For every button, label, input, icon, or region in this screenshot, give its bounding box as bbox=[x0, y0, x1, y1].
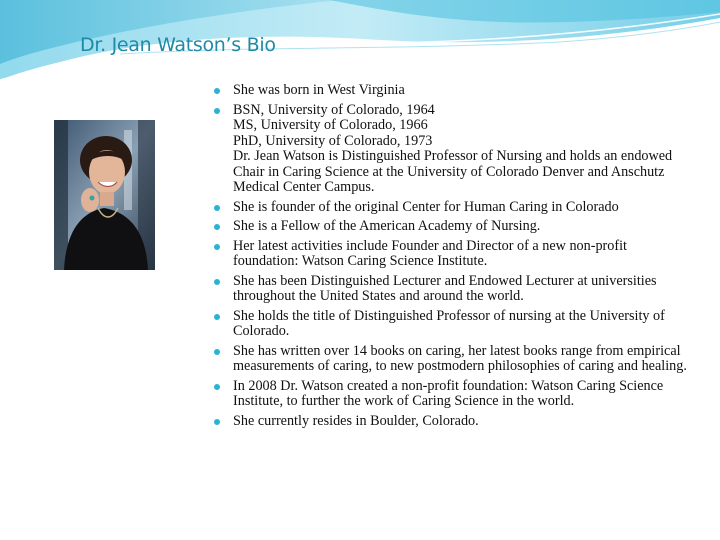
portrait-photo bbox=[54, 120, 155, 270]
bio-bullet-list bbox=[213, 83, 688, 433]
bullet-dot-icon bbox=[214, 224, 220, 230]
bullet-dot-icon bbox=[214, 205, 220, 211]
bullet-item bbox=[213, 83, 688, 99]
bullet-text: Her latest activities include Founder and Director of a new non-profit foundation: Watson Caring Science Institute. bbox=[233, 237, 627, 269]
bullet-text: She currently resides in Boulder, Colorado. bbox=[233, 412, 479, 429]
bullet-dot-icon bbox=[214, 314, 220, 320]
bullet-text: She has written over 14 books on caring, her latest books range from empirical measurements of caring, to new postmodern philosophies of caring and healing. bbox=[233, 342, 687, 374]
bullet-item bbox=[213, 274, 688, 305]
bullet-item bbox=[213, 103, 688, 196]
bullet-item bbox=[213, 344, 688, 375]
bullet-dot-icon bbox=[214, 88, 220, 94]
bullet-text: She is a Fellow of the American Academy of Nursing. bbox=[233, 218, 541, 234]
bullet-dot-icon bbox=[214, 419, 220, 425]
bullet-dot-icon bbox=[214, 279, 220, 285]
bullet-text: She has been Distinguished Lecturer and Endowed Lecturer at universities throughout the United States and around the world. bbox=[233, 272, 657, 304]
bullet-item bbox=[213, 379, 688, 410]
bullet-item bbox=[213, 414, 688, 430]
slide-title: Dr. Jean Watson’s Bio bbox=[80, 34, 276, 56]
bullet-dot-icon bbox=[214, 244, 220, 250]
bullet-text: Dr. Jean Watson is Distinguished Professor of Nursing and holds an endowed Chair in Caring Science at the University of Colorado Denver and Anschutz Medical Center Campus. bbox=[233, 148, 673, 195]
bullet-dot-icon bbox=[214, 108, 220, 114]
bullet-dot-icon bbox=[214, 349, 220, 355]
bullet-item bbox=[213, 200, 688, 216]
bullet-item bbox=[213, 219, 688, 235]
bullet-text: She holds the title of Distinguished Professor of nursing at the University of Colorado. bbox=[233, 307, 665, 339]
bullet-text: She is founder of the original Center for Human Caring in Colorado bbox=[233, 198, 619, 215]
bullet-text: MS, University of Colorado, 1966 bbox=[233, 117, 428, 133]
bullet-item bbox=[213, 239, 688, 270]
bullet-text: PhD, University of Colorado, 1973 bbox=[233, 132, 433, 149]
bullet-text: She was born in West Virginia bbox=[233, 82, 405, 98]
bullet-dot-icon bbox=[214, 384, 220, 390]
bullet-text: In 2008 Dr. Watson created a non-profit foundation: Watson Caring Science Institute, to further the work of Caring Science in the world. bbox=[233, 377, 664, 409]
bullet-item bbox=[213, 309, 688, 340]
bullet-text: BSN, University of Colorado, 1964 bbox=[233, 101, 435, 118]
